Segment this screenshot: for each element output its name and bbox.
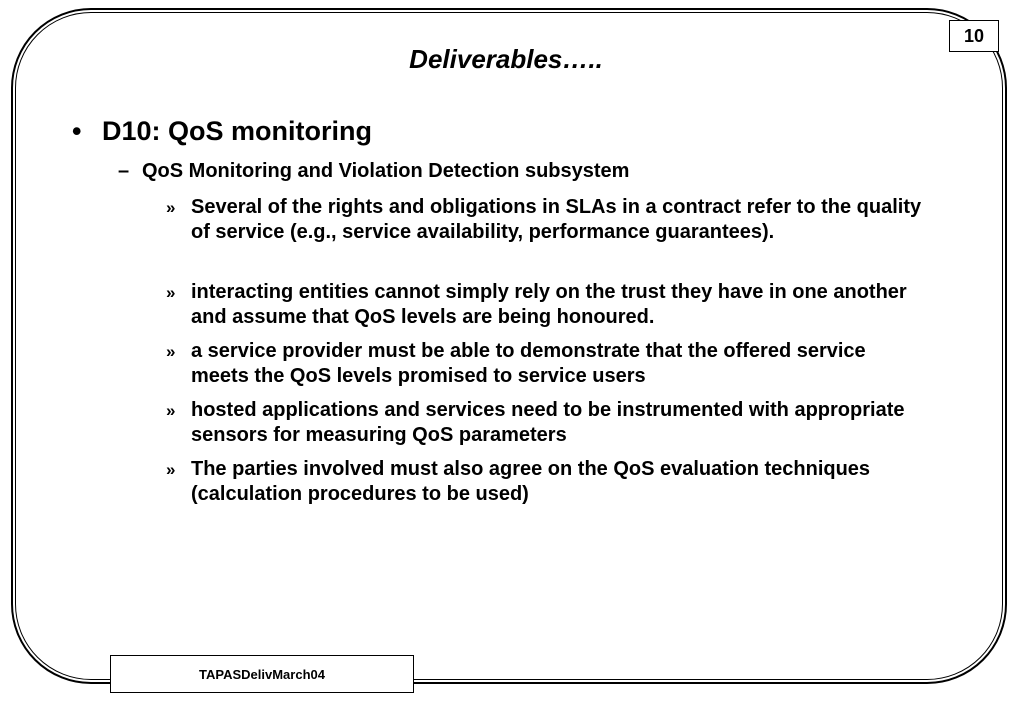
bullet-level3-item — [166, 398, 926, 448]
double-chevron-icon: » — [166, 401, 176, 420]
page-number: 10 — [949, 20, 999, 52]
bullet-dot-icon: • — [72, 116, 82, 146]
bullet-level3-text: Several of the rights and obligations in SLAs in a contract refer to the quality of service (e.g., service availability, performance guarantees). — [191, 196, 922, 243]
bullet-level1 — [72, 116, 372, 147]
bullet-level3-text: hosted applications and services need to be instrumented with appropriate sensors for measuring QoS parameters — [191, 399, 905, 446]
bullet-level3-item — [166, 339, 926, 389]
bullet-level3-item — [166, 195, 926, 245]
dash-icon: – — [118, 160, 130, 182]
bullet-level2 — [118, 160, 629, 183]
double-chevron-icon: » — [166, 283, 176, 302]
double-chevron-icon: » — [166, 198, 176, 217]
bullet-level3-item — [166, 457, 926, 507]
footer-label: TAPASDelivMarch04 — [110, 655, 414, 693]
bullet-level3-text: a service provider must be able to demonstrate that the offered service meets the QoS levels promised to service users — [191, 340, 866, 387]
bullet-level3-text: interacting entities cannot simply rely on the trust they have in one another and assume that QoS levels are being honoured. — [191, 281, 907, 328]
slide-title: Deliverables….. — [409, 44, 603, 74]
bullet-level3-item — [166, 280, 926, 330]
bullet-level3-text: The parties involved must also agree on the QoS evaluation techniques (calculation procedures to be used) — [191, 458, 871, 505]
double-chevron-icon: » — [166, 342, 176, 361]
bullet-level2-text: QoS Monitoring and Violation Detection subsystem — [142, 160, 630, 182]
double-chevron-icon: » — [166, 460, 176, 479]
bullet-level1-text: D10: QoS monitoring — [102, 116, 372, 146]
